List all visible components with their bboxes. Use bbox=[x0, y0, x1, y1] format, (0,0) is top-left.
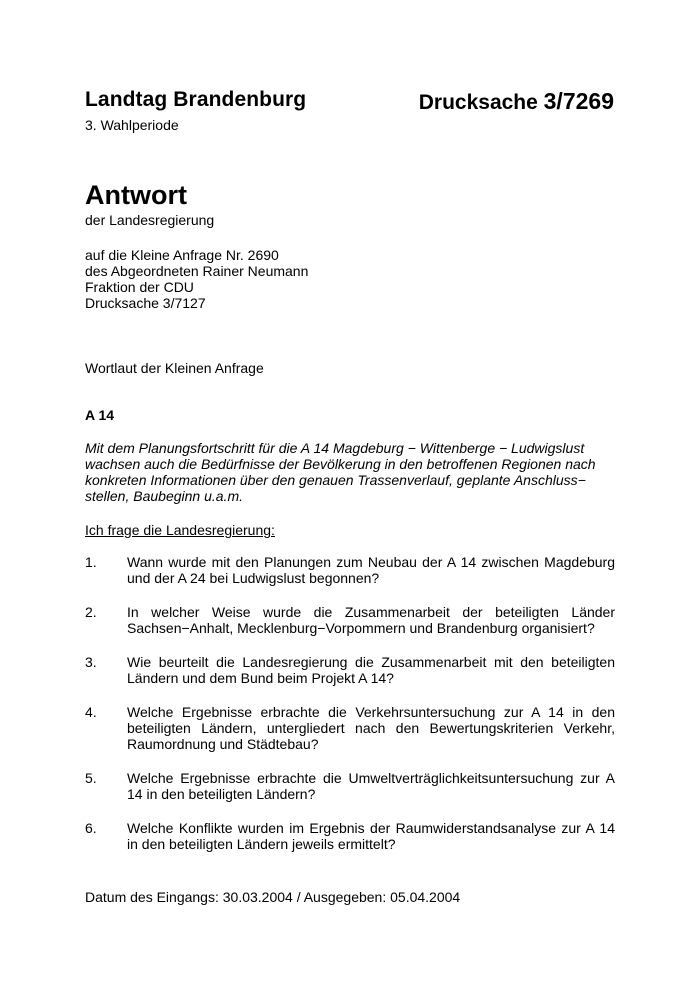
question-list bbox=[85, 554, 615, 870]
inquiry-author: des Abgeordneten Rainer Neumann bbox=[85, 263, 309, 279]
question-number: 6. bbox=[85, 820, 97, 836]
question-number: 2. bbox=[85, 604, 97, 620]
document-number-heading bbox=[419, 88, 614, 115]
question-number: 3. bbox=[85, 654, 97, 670]
question-text: Welche Konflikte wurden im Ergebnis der Raumwiderstandsanalyse zur A 14 in den beteiligten Ländern jeweils ermittelt? bbox=[127, 820, 615, 852]
intro-paragraph bbox=[85, 440, 615, 504]
intro-line: wachsen auch die Bedürfnisse der Bevölkerung in den betroffenen Regionen nach bbox=[85, 456, 596, 472]
parliament-name: Landtag Brandenburg bbox=[85, 88, 307, 111]
question-text: Welche Ergebnisse erbrachte die Umweltverträglichkeitsuntersuchung zur A 14 in den beteiligten Ländern? bbox=[127, 770, 615, 802]
legislative-period: 3. Wahlperiode bbox=[85, 117, 179, 133]
question-item bbox=[85, 704, 615, 752]
question-number: 5. bbox=[85, 770, 97, 786]
inquiry-reference: Drucksache 3/7127 bbox=[85, 295, 206, 311]
question-item bbox=[85, 604, 615, 636]
document-number: 3/7269 bbox=[543, 88, 614, 114]
inquiry-faction: Fraktion der CDU bbox=[85, 279, 194, 295]
intro-line: stellen, Baubeginn u.a.m. bbox=[85, 488, 243, 504]
intro-line: Mit dem Planungsfortschritt für die A 14 Magdeburg − Wittenberge − Ludwigslust bbox=[85, 440, 585, 456]
inquiry-number: auf die Kleine Anfrage Nr. 2690 bbox=[85, 247, 279, 263]
question-intro: Ich frage die Landesregierung: bbox=[85, 522, 275, 538]
question-text: In welcher Weise wurde die Zusammenarbeit der beteiligten Länder Sachsen−Anhalt, Mecklenburg−Vorpommern und Brandenburg organisiert? bbox=[127, 604, 615, 636]
question-item bbox=[85, 654, 615, 686]
question-number: 1. bbox=[85, 554, 97, 570]
question-item bbox=[85, 554, 615, 586]
page-title: Antwort bbox=[85, 180, 187, 210]
question-text: Wann wurde mit den Planungen zum Neubau der A 14 zwischen Magdeburg und der A 24 bei Ludwigslust begonnen? bbox=[127, 554, 615, 586]
document-label: Drucksache bbox=[418, 91, 544, 114]
question-item bbox=[85, 770, 615, 802]
question-text: Wie beurteilt die Landesregierung die Zusammenarbeit mit den beteiligten Ländern und dem Bund beim Projekt A 14? bbox=[127, 654, 615, 686]
wording-label: Wortlaut der Kleinen Anfrage bbox=[85, 360, 264, 376]
intro-line: konkreten Informationen über den genauen Trassenverlauf, geplante Anschluss− bbox=[85, 472, 586, 488]
inquiry-info bbox=[85, 247, 308, 311]
topic-heading: A 14 bbox=[85, 407, 115, 423]
question-item bbox=[85, 820, 615, 852]
footer-dates: Datum des Eingangs: 30.03.2004 / Ausgegeben: 05.04.2004 bbox=[85, 889, 461, 905]
page-subtitle: der Landesregierung bbox=[85, 212, 215, 228]
question-text: Welche Ergebnisse erbrachte die Verkehrsuntersuchung zur A 14 in den beteiligten Ländern, untergliedert nach den Bewertungskriterien Verkehr, Raumordnung und Städtebau? bbox=[127, 704, 615, 752]
question-number: 4. bbox=[85, 704, 97, 720]
